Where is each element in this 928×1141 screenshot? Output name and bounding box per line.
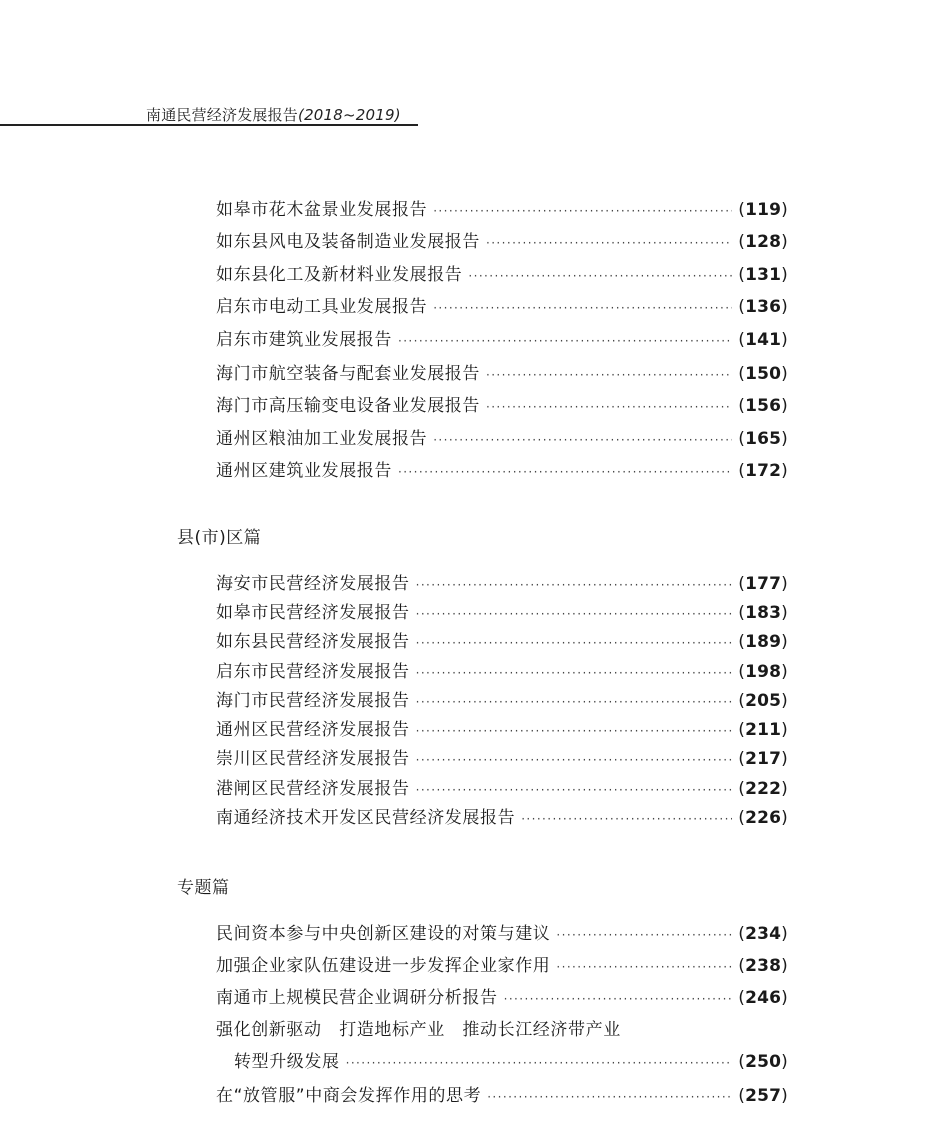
toc-entry-title: 如东县风电及装备制造业发展报告	[216, 232, 480, 252]
toc-entry[interactable]	[216, 921, 788, 947]
leader-dots	[398, 459, 732, 485]
toc-entry-page: (217)	[738, 749, 788, 769]
leader-dots	[416, 689, 733, 715]
toc-entry-title: 如东县民营经济发展报告	[216, 632, 410, 652]
toc-entry[interactable]	[216, 659, 788, 685]
toc-entry[interactable]	[216, 985, 788, 1011]
toc-entry-title: 海门市高压输变电设备业发展报告	[216, 396, 480, 416]
toc-entry-page: (198)	[738, 662, 788, 682]
toc-entry-page: (189)	[738, 632, 788, 652]
toc-entry-title: 如皋市花木盆景业发展报告	[216, 200, 428, 220]
toc-entry[interactable]	[216, 294, 788, 320]
toc-entry[interactable]	[216, 746, 788, 772]
toc-entry-page: (172)	[738, 461, 788, 481]
toc-entry-page: (156)	[738, 396, 788, 416]
toc-entry-page: (136)	[738, 297, 788, 317]
toc-entry[interactable]	[216, 426, 788, 452]
toc-entry[interactable]	[216, 229, 788, 255]
toc-entry-page: (238)	[738, 956, 788, 976]
toc-entry[interactable]	[216, 571, 788, 597]
toc-entry-title: 南通经济技术开发区民营经济发展报告	[216, 808, 516, 828]
leader-dots	[433, 427, 732, 453]
toc-entry[interactable]	[216, 1083, 788, 1109]
leader-dots	[433, 295, 732, 321]
leader-dots	[346, 1050, 733, 1076]
toc-entry-title: 通州区民营经济发展报告	[216, 720, 410, 740]
leader-dots	[486, 394, 732, 420]
toc-entry-title: 在“放管服”中商会发挥作用的思考	[216, 1086, 482, 1106]
running-header	[146, 104, 401, 125]
toc-entry-title: 通州区粮油加工业发展报告	[216, 429, 428, 449]
toc-entry[interactable]	[216, 688, 788, 714]
toc-entry[interactable]	[216, 805, 788, 831]
toc-entry-page: (128)	[738, 232, 788, 252]
toc-entry[interactable]	[216, 717, 788, 743]
toc-entry-title: 南通市上规模民营企业调研分析报告	[216, 988, 498, 1008]
toc-entry[interactable]	[216, 262, 788, 288]
leader-dots	[486, 230, 732, 256]
section-heading-special: 专题篇	[177, 878, 230, 898]
toc-entry-page: (165)	[738, 429, 788, 449]
toc-entry-title: 启东市建筑业发展报告	[216, 330, 392, 350]
leader-dots	[468, 263, 732, 289]
leader-dots	[521, 806, 732, 832]
toc-entry[interactable]	[216, 361, 788, 387]
toc-entry-page: (250)	[738, 1052, 788, 1072]
leader-dots	[416, 718, 733, 744]
toc-entry-page: (183)	[738, 603, 788, 623]
leader-dots	[416, 747, 733, 773]
toc-entry[interactable]	[216, 953, 788, 979]
leader-dots	[486, 362, 732, 388]
toc-entry[interactable]	[216, 776, 788, 802]
toc-entry-page: (257)	[738, 1086, 788, 1106]
book-title: 南通民营经济发展报告	[146, 106, 299, 124]
toc-entry[interactable]	[216, 393, 788, 419]
toc-entry-page: (141)	[738, 330, 788, 350]
section-heading-county: 县(市)区篇	[177, 528, 262, 548]
toc-entry[interactable]	[216, 327, 788, 353]
toc-entry-page: (131)	[738, 265, 788, 285]
toc-entry-title: 启东市民营经济发展报告	[216, 662, 410, 682]
toc-entry-page: (222)	[738, 779, 788, 799]
toc-entry[interactable]	[216, 197, 788, 223]
leader-dots	[556, 954, 732, 980]
leader-dots	[416, 630, 733, 656]
leader-dots	[416, 660, 733, 686]
toc-entry-title: 民间资本参与中央创新区建设的对策与建议	[216, 924, 551, 944]
toc-entry-title: 如皋市民营经济发展报告	[216, 603, 410, 623]
toc-entry-title: 崇川区民营经济发展报告	[216, 749, 410, 769]
toc-entry-page: (150)	[738, 364, 788, 384]
leader-dots	[433, 198, 732, 224]
leader-dots	[487, 1084, 732, 1110]
toc-entry-page: (119)	[738, 200, 788, 220]
leader-dots	[416, 601, 733, 627]
book-years: (2018~2019)	[298, 106, 401, 124]
leader-dots	[398, 328, 732, 354]
toc-entry-page: (234)	[738, 924, 788, 944]
toc-entry-page: (211)	[738, 720, 788, 740]
leader-dots	[416, 572, 733, 598]
toc-entry[interactable]	[216, 629, 788, 655]
toc-entry-title: 海安市民营经济发展报告	[216, 574, 410, 594]
toc-entry-page: (205)	[738, 691, 788, 711]
leader-dots	[556, 922, 732, 948]
toc-entry-title: 通州区建筑业发展报告	[216, 461, 392, 481]
toc-entry-title-line1[interactable]: 强化创新驱动 打造地标产业 推动长江经济带产业	[216, 1020, 621, 1040]
toc-entry[interactable]	[216, 458, 788, 484]
leader-dots	[416, 777, 733, 803]
toc-entry[interactable]	[216, 600, 788, 626]
toc-entry-title: 海门市民营经济发展报告	[216, 691, 410, 711]
toc-entry-title: 如东县化工及新材料业发展报告	[216, 265, 463, 285]
toc-entry-title: 启东市电动工具业发展报告	[216, 297, 428, 317]
toc-entry-page: (226)	[738, 808, 788, 828]
toc-entry-title: 加强企业家队伍建设进一步发挥企业家作用	[216, 956, 551, 976]
toc-entry-title-line2: 转型升级发展	[234, 1052, 340, 1072]
toc-entry-page: (177)	[738, 574, 788, 594]
toc-entry-page: (246)	[738, 988, 788, 1008]
toc-entry-title: 港闸区民营经济发展报告	[216, 779, 410, 799]
leader-dots	[504, 986, 733, 1012]
toc-entry[interactable]	[234, 1049, 788, 1075]
toc-entry-title: 海门市航空装备与配套业发展报告	[216, 364, 480, 384]
